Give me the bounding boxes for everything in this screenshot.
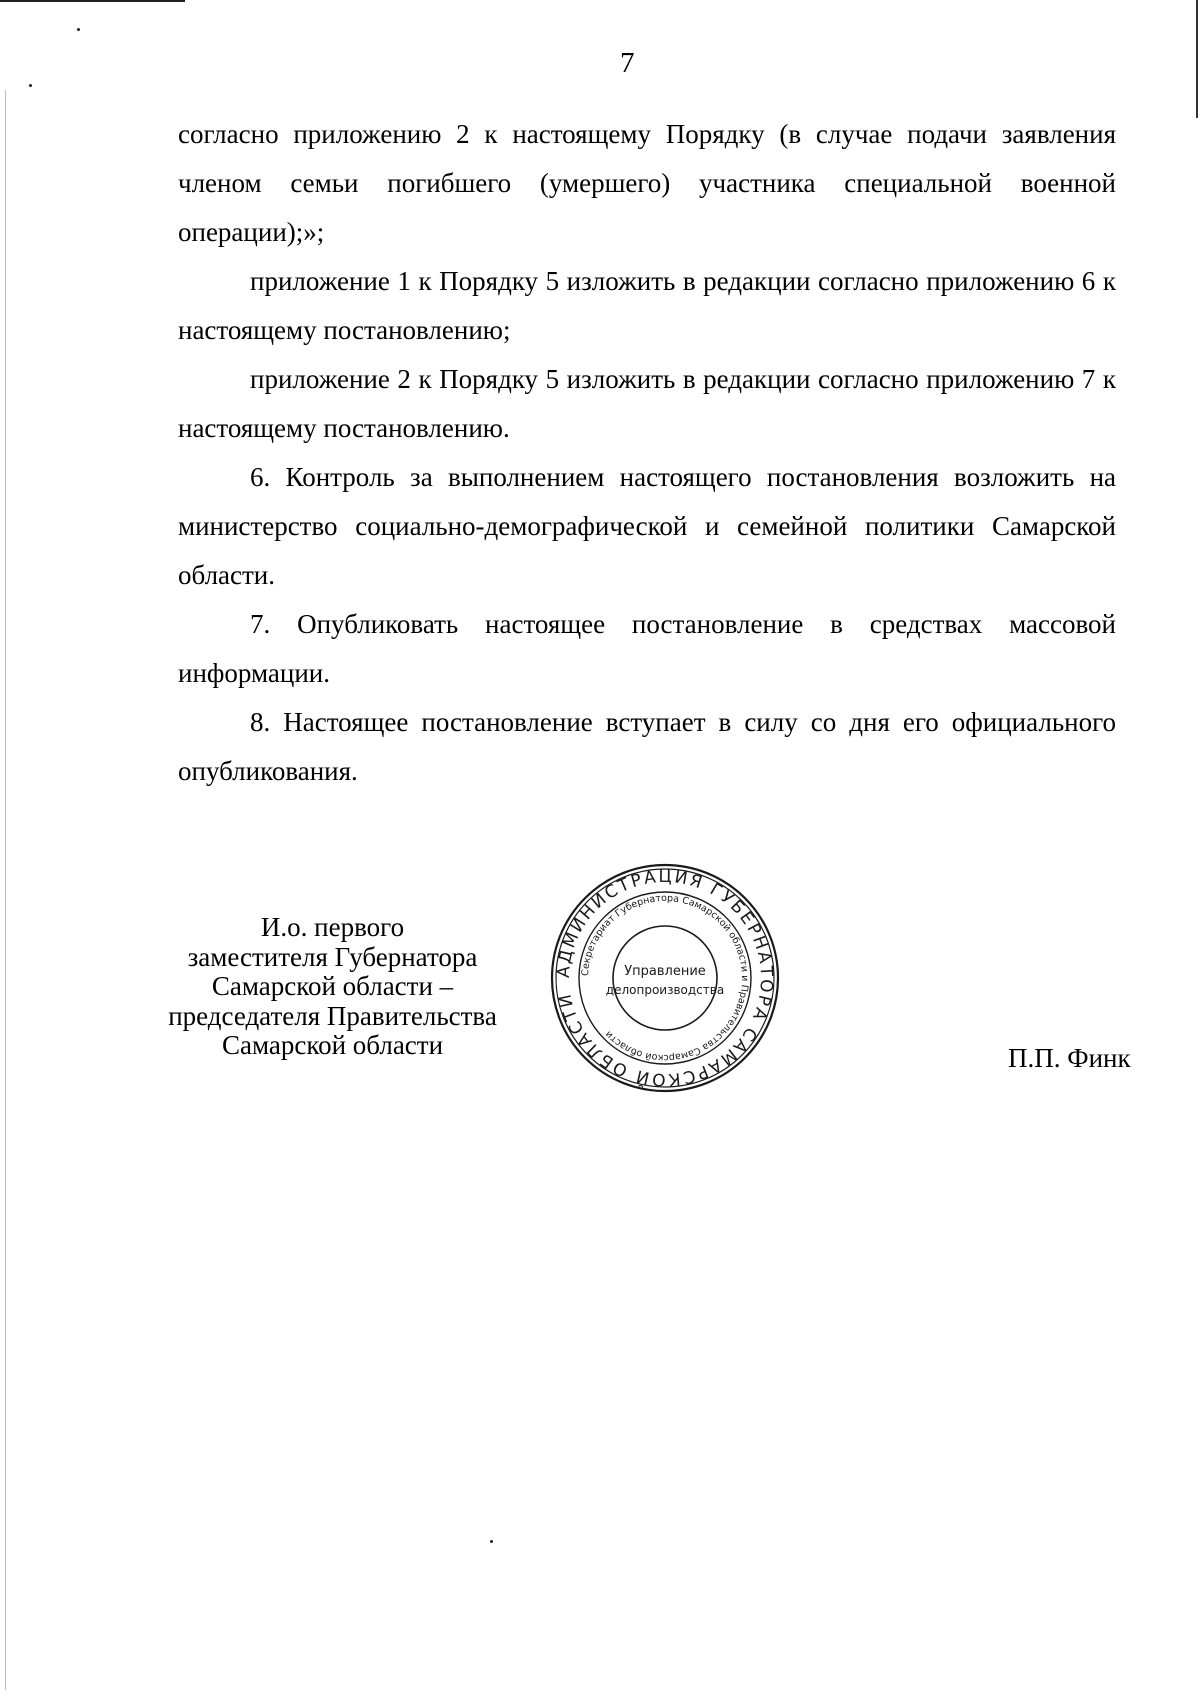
paragraph: приложение 1 к Порядку 5 изложить в редакции согласно приложению 6 к настоящему постановлению; — [178, 266, 1116, 345]
paragraph: 7. Опубликовать настоящее постановление в средствах массовой информации. — [178, 609, 1116, 688]
paragraph: 6. Контроль за выполнением настоящего постановления возложить на министерство социально-демографической и семейной политики Самарской области. — [178, 462, 1116, 590]
scan-edge-left — [5, 90, 6, 1690]
official-stamp-graphic — [545, 858, 785, 1098]
signer-position — [150, 913, 515, 1061]
signer-position-line: заместителя Губернатора — [187, 941, 478, 972]
paragraph: 8. Настоящее постановление вступает в силу со дня его официального опубликования. — [178, 707, 1116, 786]
scan-speck — [77, 28, 80, 31]
signer-position-line: И.о. первого — [260, 912, 405, 942]
paragraph: приложение 2 к Порядку 5 изложить в редакции согласно приложению 7 к настоящему постановлению. — [178, 364, 1116, 443]
signer-position-line: Самарской области – — [211, 971, 454, 1001]
paragraph-continuation: согласно приложению 2 к настоящему Порядку (в случае подачи заявления членом семьи погибшего (умершего) участника специальной военной операции);»; — [178, 119, 1116, 247]
scan-speck — [29, 84, 32, 87]
signer-name: П.П. Финк — [1008, 1043, 1131, 1073]
stamp-center-line: делопроизводства — [605, 983, 725, 997]
signer-position-line: председателя Правительства — [168, 1000, 497, 1031]
stamp-outer-text: АДМИНИСТРАЦИЯ ГУБЕРНАТОРА САМАРСКОЙ ОБЛАСТИ — [553, 866, 777, 1090]
official-stamp — [545, 858, 785, 1098]
scan-speck — [490, 1540, 493, 1543]
document-body — [178, 110, 1116, 796]
page-number: 7 — [620, 47, 635, 79]
stamp-center-line: Управление — [624, 964, 706, 979]
scan-edge-top — [0, 0, 185, 2]
signer-position-line: Самарской области — [221, 1030, 444, 1060]
stamp-inner-text: Секретариат Губернатора Самарской области и Правительства Самарской области — [579, 892, 751, 1064]
scan-edge-right — [1196, 0, 1198, 118]
